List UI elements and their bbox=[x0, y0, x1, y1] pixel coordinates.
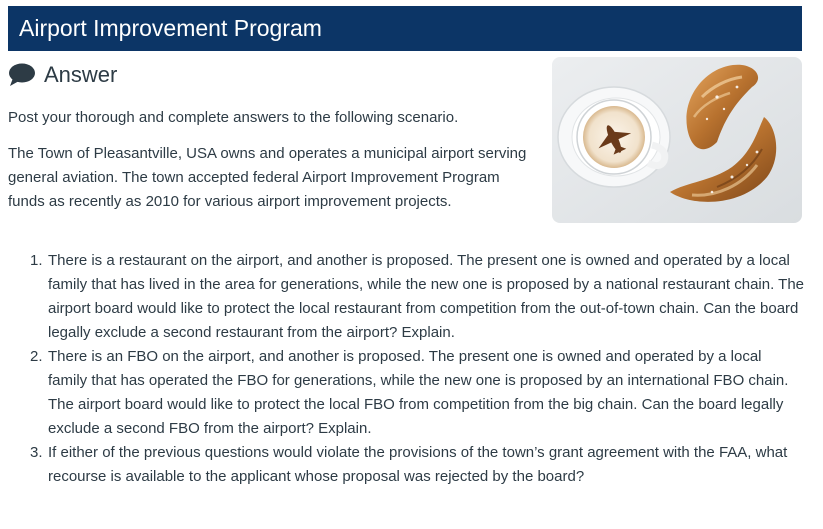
question-number: 2. bbox=[30, 348, 43, 365]
question-text: There is a restaurant on the airport, and another is proposed. The present one is owned and operated by a local family that has lived in the area for generations, while the new one is proposed by a national restaurant chain. The airport board would like to protect the local restaurant from competition from the out-of-town chain. Can the board legally exclude a second restaurant from the airport? Explain. bbox=[48, 252, 805, 341]
banner-title: Airport Improvement Program bbox=[19, 15, 322, 41]
question-list bbox=[30, 249, 805, 489]
question-text: There is an FBO on the airport, and another is proposed. The present one is owned and operated by a local family that has operated the FBO for generations, while the new one is proposed by an international FBO chain. The airport board would like to protect the local FBO from competition from the big chain. Can the board legally exclude a second FBO from the airport? Explain. bbox=[48, 348, 789, 437]
answer-heading-text: Answer bbox=[44, 62, 118, 87]
intro-text: Post your thorough and complete answers to the following scenario. bbox=[8, 109, 459, 126]
scenario-text: The Town of Pleasantville, USA owns and operates a municipal airport serving general aviation. The town accepted federal Airport Improvement Program funds as recently as 2010 for various airport improvement projects. bbox=[8, 145, 527, 210]
list-item bbox=[30, 441, 804, 489]
list-item bbox=[30, 249, 805, 345]
speech-bubble-icon bbox=[8, 63, 36, 87]
question-number: 3. bbox=[30, 444, 43, 461]
list-item bbox=[30, 345, 804, 441]
question-text: If either of the previous questions would violate the provisions of the town’s grant agreement with the FAA, what recourse is available to the applicant whose proposal was rejected by the board? bbox=[48, 444, 788, 485]
question-number: 1. bbox=[30, 252, 43, 269]
page-banner bbox=[8, 6, 802, 51]
answer-heading bbox=[8, 60, 117, 90]
coffee-croissant-image bbox=[552, 57, 802, 223]
